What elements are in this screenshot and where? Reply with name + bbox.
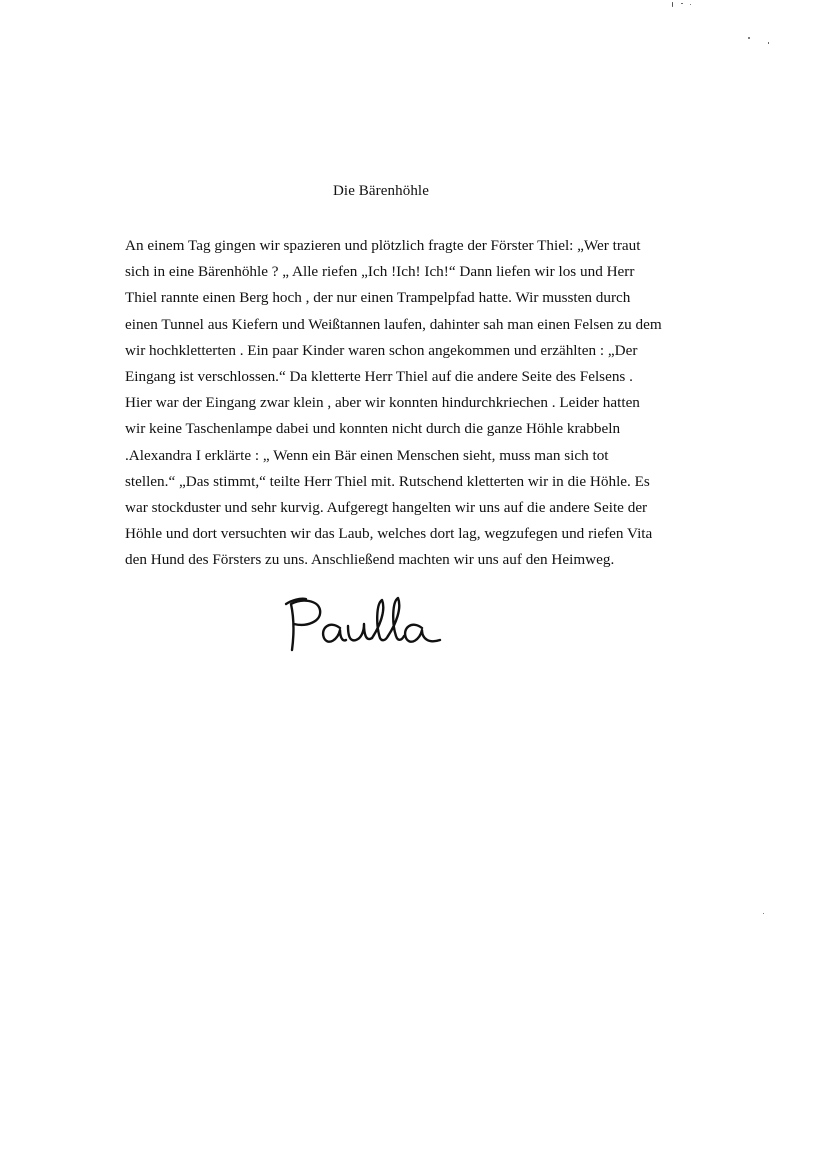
text-line: An einem Tag gingen wir spazieren und plötzlich fragte der Förster Thiel: „Wer traut	[125, 237, 641, 254]
text-line: wir hochkletterten . Ein paar Kinder waren schon angekommen und erzählten : „Der	[125, 341, 638, 359]
text-line: war stockduster und sehr kurvig. Aufgeregt hangelten wir uns auf die andere Seite der	[125, 498, 648, 516]
document-title: Die Bärenhöhle	[333, 183, 429, 199]
scan-speck	[748, 37, 750, 39]
scan-speck	[690, 4, 691, 5]
text-line: den Hund des Försters zu uns. Anschließend machten wir uns auf den Heimweg.	[125, 551, 615, 569]
text-line: sich in eine Bärenhöhle ? „ Alle riefen „Ich !Ich! Ich!“ Dann liefen wir los und Herr	[125, 263, 635, 281]
text-line: stellen.“ „Das stimmt,“ teilte Herr Thiel mit. Rutschend kletterten wir in die Höhle. Es	[125, 472, 650, 490]
scan-speck	[763, 913, 764, 914]
text-line: einen Tunnel aus Kiefern und Weißtannen laufen, dahinter sah man einen Felsen zu dem	[125, 315, 662, 333]
scan-speck	[768, 42, 769, 44]
handwritten-signature	[282, 590, 452, 656]
text-line: Thiel rannte einen Berg hoch , der nur einen Trampelpfad hatte. Wir mussten durch	[125, 289, 631, 307]
story-text	[125, 233, 735, 573]
text-line: Eingang ist verschlossen.“ Da kletterte Herr Thiel auf die andere Seite des Felsens .	[125, 367, 633, 385]
text-line: Hier war der Eingang zwar klein , aber wir konnten hindurchkriechen . Leider hatten	[125, 394, 640, 412]
text-line: .Alexandra I erklärte : „ Wenn ein Bär einen Menschen sieht, muss man sich tot	[125, 446, 609, 464]
text-line: Höhle und dort versuchten wir das Laub, welches dort lag, wegzufegen und riefen Vita	[125, 525, 653, 543]
scan-speck	[672, 2, 673, 7]
text-line: wir keine Taschenlampe dabei und konnten nicht durch die ganze Höhle krabbeln	[125, 420, 621, 438]
scan-speck	[681, 3, 683, 4]
